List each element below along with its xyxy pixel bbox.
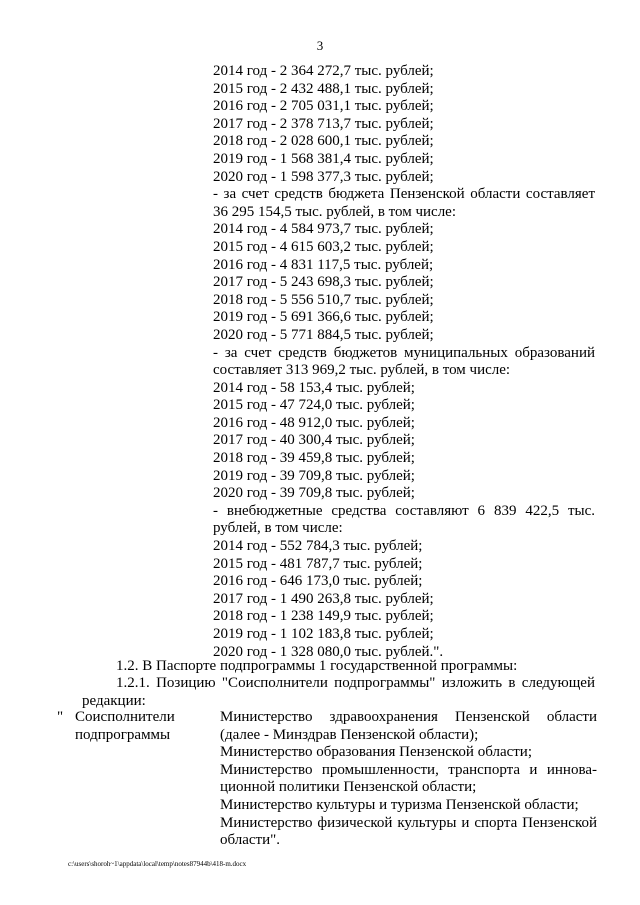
funding-line: 2014 год - 2 364 272,7 тыс. рублей;: [213, 63, 434, 79]
page-number: 3: [316, 38, 324, 53]
funding-heading: - внебюджетные средства составляют 6 839 422,5 тыс.: [213, 502, 595, 519]
label-line: Соисполнители: [75, 709, 175, 725]
paragraph-1-2-1: [82, 675, 595, 710]
funding-line: 2016 год - 4 831 117,5 тыс. рублей;: [213, 256, 434, 273]
funding-line: 2014 год - 4 584 973,7 тыс. рублей;: [213, 221, 434, 238]
funding-total: составляет 313 969,2 тыс. рублей, в том числе:: [213, 362, 511, 379]
paragraph-line: редакции:: [82, 692, 146, 709]
footer-file-path: c:\users\shoroh~1\appdata\local\temp\notes87944b\418-m.docx: [68, 860, 247, 868]
funding-line: 2017 год - 40 300,4 тыс. рублей;: [213, 432, 415, 449]
funding-line: 2015 год - 481 787,7 тыс. рублей;: [213, 555, 423, 572]
funding-line: 2020 год - 39 709,8 тыс. рублей;: [213, 485, 415, 502]
funding-line: 2015 год - 47 724,0 тыс. рублей;: [213, 397, 415, 414]
paragraph-line: 1.2.1. Позицию "Соисполнители подпрограммы" изложить в следующей: [116, 675, 595, 691]
value-line: Министерство культуры и туризма Пензенской области;: [220, 796, 579, 813]
value-line: области".: [220, 832, 281, 849]
funding-total: 36 295 154,5 тыс. рублей, в том числе:: [213, 203, 457, 220]
paragraph-1-2: 1.2. В Паспорте подпрограммы 1 государственной программы:: [116, 658, 518, 674]
funding-line: 2016 год - 48 912,0 тыс. рублей;: [213, 414, 415, 431]
funding-line: 2014 год - 58 153,4 тыс. рублей;: [213, 379, 415, 396]
funding-block: [213, 63, 595, 661]
funding-line: 2014 год - 552 784,3 тыс. рублей;: [213, 538, 423, 555]
label-line: подпрограммы: [75, 726, 171, 743]
funding-line: 2016 год - 2 705 031,1 тыс. рублей;: [213, 98, 434, 115]
funding-line: 2020 год - 1 328 080,0 тыс. рублей.".: [213, 643, 444, 660]
table-label-cell: [75, 709, 205, 744]
funding-line: 2016 год - 646 173,0 тыс. рублей;: [213, 573, 423, 590]
funding-total: рублей, в том числе:: [213, 520, 343, 537]
value-line: ционной политики Пензенской области;: [220, 779, 477, 796]
funding-line: 2020 год - 1 598 377,3 тыс. рублей;: [213, 168, 434, 185]
value-line: Министерство образования Пензенской области;: [220, 744, 533, 761]
funding-line: 2015 год - 2 432 488,1 тыс. рублей;: [213, 80, 434, 97]
funding-line: 2018 год - 39 459,8 тыс. рублей;: [213, 450, 415, 467]
value-line: Министерство здравоохранения Пензенской области: [220, 709, 597, 725]
table-value-cell: [220, 709, 597, 850]
funding-line: 2018 год - 5 556 510,7 тыс. рублей;: [213, 291, 434, 308]
funding-line: 2019 год - 1 102 183,8 тыс. рублей;: [213, 626, 434, 642]
funding-line: 2019 год - 5 691 366,6 тыс. рублей;: [213, 309, 434, 326]
funding-line: 2018 год - 2 028 600,1 тыс. рублей;: [213, 133, 434, 150]
funding-line: 2017 год - 5 243 698,3 тыс. рублей;: [213, 274, 434, 291]
funding-line: 2019 год - 39 709,8 тыс. рублей;: [213, 467, 415, 484]
funding-line: 2019 год - 1 568 381,4 тыс. рублей;: [213, 150, 434, 167]
funding-line: 2015 год - 4 615 603,2 тыс. рублей;: [213, 238, 434, 255]
value-line: (далее - Минздрав Пензенской области);: [220, 726, 479, 743]
funding-line: 2017 год - 2 378 713,7 тыс. рублей;: [213, 115, 434, 132]
opening-quote: ": [57, 709, 64, 725]
funding-line: 2017 год - 1 490 263,8 тыс. рублей;: [213, 590, 434, 607]
funding-heading: - за счет средств бюджетов муниципальных образований: [213, 344, 595, 361]
value-line: Министерство физической культуры и спорта Пензенской: [220, 814, 597, 831]
funding-line: 2020 год - 5 771 884,5 тыс. рублей;: [213, 326, 434, 343]
value-line: Министерство промышленности, транспорта и иннова-: [220, 761, 597, 778]
funding-heading: - за счет средств бюджета Пензенской области составляет: [213, 186, 595, 203]
funding-line: 2018 год - 1 238 149,9 тыс. рублей;: [213, 608, 434, 625]
